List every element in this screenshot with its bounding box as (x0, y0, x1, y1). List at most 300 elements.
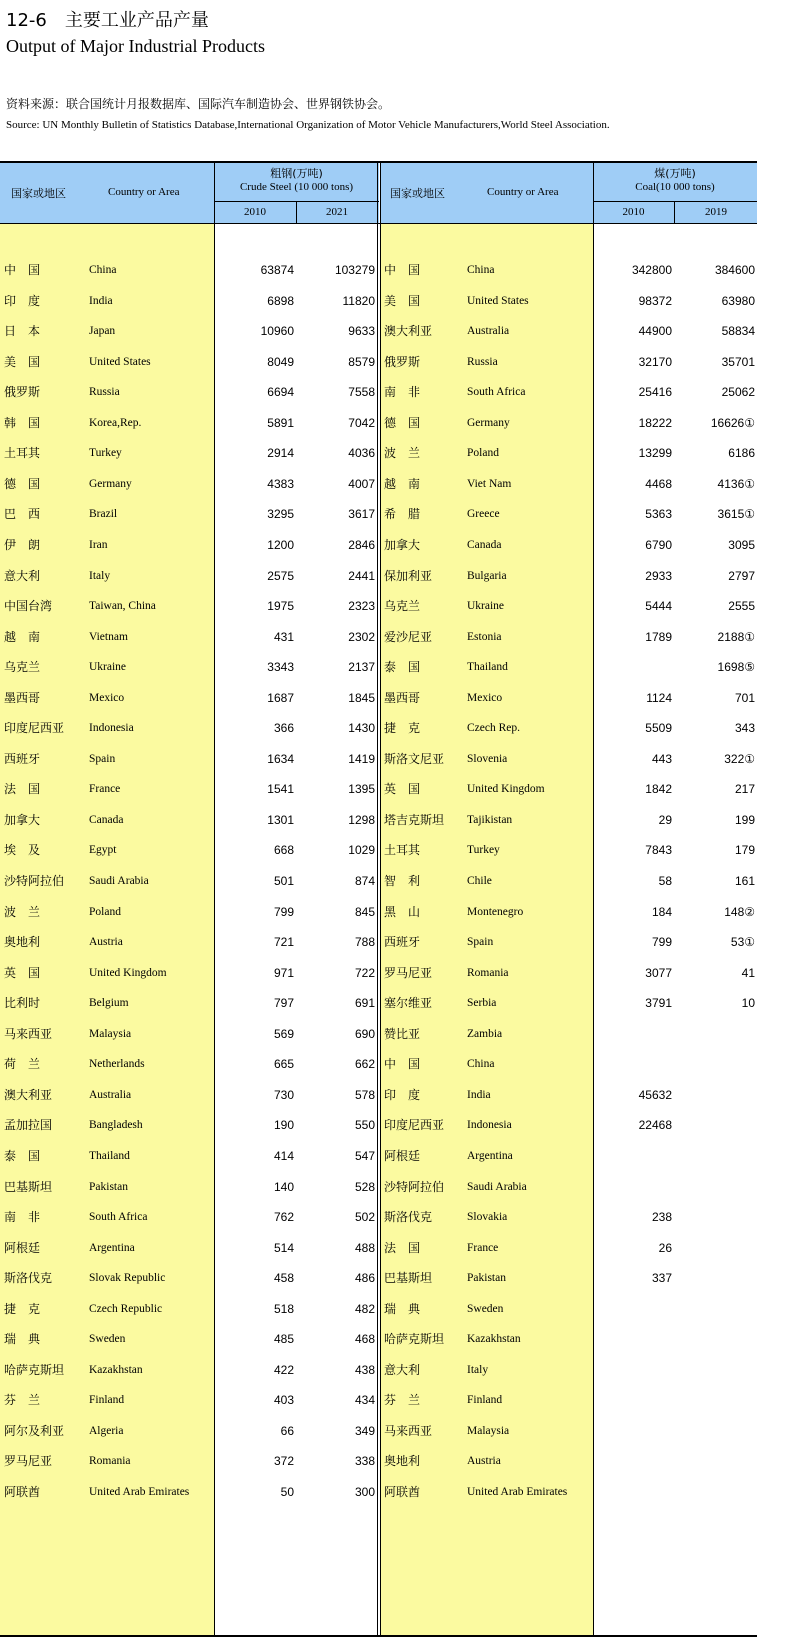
left-value-2010: 372 (273, 1454, 294, 1469)
left-country-en: Malaysia (89, 1027, 132, 1040)
table-row (0, 1446, 757, 1476)
right-value-2010 (593, 1446, 672, 1476)
right-country-en: China (467, 264, 495, 276)
right-country-cn: 阿联酋 (384, 1485, 421, 1499)
right-value-2010: 342800 (631, 263, 672, 277)
left-value-2021: 691 (354, 996, 375, 1011)
left-value-2010: 140 (273, 1179, 294, 1194)
left-country-en: Saudi Arabia (89, 875, 149, 887)
right-country-en: France (467, 1241, 499, 1254)
right-value-2019: 4136① (717, 476, 755, 491)
left-value-2021: 7558 (348, 385, 375, 400)
left-country-en: Argentina (89, 1241, 135, 1254)
right-country-cn: 西班牙 (384, 935, 421, 950)
right-value-2019: 16626① (710, 415, 755, 430)
left-country-en: Brazil (89, 508, 118, 521)
left-value-2010: 458 (273, 1271, 294, 1286)
left-country-en: United Kingdom (89, 966, 167, 979)
right-value-2010: 25416 (638, 385, 672, 400)
right-country-en: Turkey (467, 844, 500, 857)
table-row (0, 1233, 757, 1263)
left-country-en: Austria (89, 936, 123, 949)
left-country-en: Korea,Rep. (89, 416, 142, 429)
right-country-en: India (467, 1088, 491, 1101)
right-value-2010 (593, 1385, 672, 1415)
left-country-cn: 孟加拉国 (4, 1118, 53, 1133)
left-country-cn: 波 兰 (4, 904, 41, 919)
left-value-2010: 569 (273, 1026, 294, 1041)
left-value-2021: 547 (354, 1148, 375, 1163)
right-country-en: Finland (467, 1394, 503, 1407)
left-country-cn: 哈萨克斯坦 (4, 1362, 65, 1377)
right-value-2010: 7843 (645, 843, 672, 858)
left-country-en: Finland (89, 1394, 125, 1407)
right-value-2010: 443 (651, 751, 672, 766)
left-country-en: Japan (89, 325, 116, 338)
left-country-en: India (89, 294, 113, 307)
left-value-2021: 2441 (348, 568, 375, 583)
right-country-en: Mexico (467, 691, 503, 704)
left-value-2021: 1029 (348, 843, 375, 858)
right-country-cn: 阿根廷 (384, 1148, 421, 1163)
right-value-2019: 58834 (721, 324, 755, 339)
right-value-2019: 2797 (728, 568, 755, 583)
right-country-cn: 英 国 (384, 782, 421, 797)
left-value-2021: 502 (354, 1210, 375, 1225)
table-row (0, 499, 757, 529)
left-country-cn: 韩 国 (4, 415, 41, 430)
right-country-cn: 意大利 (384, 1362, 421, 1377)
table-row (0, 1049, 757, 1079)
right-country-cn: 法 国 (384, 1240, 421, 1255)
right-country-cn: 澳大利亚 (384, 324, 433, 339)
header-group-en-left: Crude Steel (10 000 tons) (239, 181, 354, 193)
left-country-cn: 墨西哥 (4, 690, 41, 705)
right-country-cn: 沙特阿拉伯 (384, 1179, 445, 1194)
right-country-cn: 智 利 (384, 874, 421, 888)
left-country-en: Netherlands (89, 1058, 145, 1071)
right-value-2019: 148② (724, 904, 755, 919)
table-row (0, 469, 757, 499)
right-country-en: Romania (467, 966, 509, 979)
left-country-en: Canada (89, 813, 124, 826)
left-value-2021: 486 (354, 1271, 375, 1286)
left-value-2010: 403 (273, 1393, 294, 1408)
right-value-2019 (675, 1416, 755, 1446)
right-country-cn: 斯洛文尼亚 (384, 751, 445, 766)
left-value-2021: 1419 (348, 751, 375, 766)
left-country-cn: 巴基斯坦 (4, 1179, 53, 1194)
data-table (0, 161, 757, 1637)
right-value-2010 (593, 1049, 672, 1079)
right-country-cn: 波 兰 (384, 446, 421, 461)
left-value-2010: 366 (273, 721, 294, 736)
table-row (0, 1141, 757, 1171)
right-value-2010: 13299 (638, 446, 672, 461)
right-country-en: China (467, 1058, 495, 1071)
header-country-cn-right: 国家或地区 (390, 187, 445, 200)
table-row (0, 622, 757, 652)
left-value-2010: 1541 (267, 782, 294, 797)
right-value-2010 (593, 1324, 672, 1354)
left-value-2010: 1200 (267, 537, 294, 552)
left-value-2010: 514 (273, 1240, 294, 1255)
right-country-en: Viet Nam (467, 477, 512, 490)
right-value-2019: 53① (730, 935, 755, 950)
table-row (0, 683, 757, 713)
header-year-right-2: 2019 (705, 206, 727, 218)
right-value-2019 (675, 1355, 755, 1385)
left-country-en: Germany (89, 477, 132, 490)
table-row (0, 744, 757, 774)
table-row (0, 1477, 757, 1507)
header-country-cn-left: 国家或地区 (11, 187, 66, 200)
right-value-2019: 2555 (728, 599, 755, 614)
left-value-2010: 485 (273, 1332, 294, 1347)
right-value-2010 (593, 1019, 672, 1049)
left-country-cn: 日 本 (4, 324, 41, 339)
right-country-cn: 爱沙尼亚 (384, 629, 433, 644)
left-value-2010: 5891 (267, 415, 294, 430)
right-country-cn: 俄罗斯 (384, 354, 421, 369)
source-note-en: Source: UN Monthly Bulletin of Statistics Database,International Organization of Motor Vehicle Manufacturers,World Steel Association. (6, 119, 610, 131)
table-title-en: Output of Major Industrial Products (6, 36, 265, 56)
right-country-en: Slovakia (467, 1211, 508, 1224)
right-country-cn: 瑞 典 (384, 1301, 421, 1316)
right-value-2010 (593, 1355, 672, 1385)
right-value-2019 (675, 1263, 755, 1293)
left-value-2010: 431 (273, 629, 294, 644)
right-country-cn: 捷 克 (384, 721, 421, 736)
right-value-2010: 45632 (638, 1087, 672, 1102)
right-value-2010: 3791 (645, 996, 672, 1011)
table-row (0, 1202, 757, 1232)
left-country-cn: 阿尔及利亚 (4, 1423, 65, 1438)
table-row (0, 805, 757, 835)
left-country-cn: 伊 朗 (4, 537, 41, 552)
left-value-2021: 528 (354, 1179, 375, 1194)
left-value-2021: 11820 (342, 293, 375, 308)
left-value-2010: 190 (273, 1118, 294, 1133)
left-country-en: United Arab Emirates (89, 1486, 190, 1498)
table-row (0, 866, 757, 896)
left-value-2021: 845 (354, 904, 375, 919)
left-country-en: Vietnam (89, 630, 128, 643)
right-country-en: Argentina (467, 1149, 513, 1162)
right-country-en: United Arab Emirates (467, 1486, 568, 1498)
table-row (0, 897, 757, 927)
right-value-2010 (593, 1294, 672, 1324)
right-value-2010: 58 (658, 874, 672, 888)
right-value-2019 (675, 1141, 755, 1171)
right-country-cn: 土耳其 (384, 843, 421, 858)
table-row (0, 1294, 757, 1324)
right-country-en: Montenegro (467, 905, 524, 918)
table-row (0, 927, 757, 957)
left-value-2021: 578 (354, 1087, 375, 1102)
left-country-cn: 阿根廷 (4, 1240, 41, 1255)
right-value-2019 (675, 1233, 755, 1263)
left-country-cn: 英 国 (4, 965, 41, 980)
left-value-2021: 2302 (348, 629, 375, 644)
right-country-en: Poland (467, 447, 499, 460)
right-value-2019: 322① (724, 751, 755, 766)
table-row (0, 530, 757, 560)
left-country-cn: 越 南 (4, 629, 41, 644)
right-value-2010 (593, 652, 672, 682)
right-country-cn: 印度尼西亚 (384, 1118, 445, 1133)
right-country-en: United Kingdom (467, 783, 545, 796)
right-country-en: United States (467, 294, 529, 307)
left-value-2021: 4007 (348, 476, 375, 491)
right-value-2010: 3077 (645, 965, 672, 980)
left-country-en: Spain (89, 752, 116, 765)
table-row (0, 1263, 757, 1293)
right-country-en: Estonia (467, 630, 502, 643)
left-country-en: Slovak Republic (89, 1272, 166, 1285)
right-country-cn: 赞比亚 (384, 1026, 421, 1041)
left-value-2010: 665 (273, 1057, 294, 1072)
right-country-cn: 黑 山 (384, 904, 421, 919)
right-value-2010: 26 (658, 1240, 672, 1255)
right-value-2019: 6186 (728, 446, 755, 461)
right-value-2010: 337 (651, 1271, 672, 1286)
left-value-2021: 7042 (348, 415, 375, 430)
left-value-2010: 668 (273, 843, 294, 858)
left-value-2021: 550 (354, 1118, 375, 1133)
left-value-2010: 6694 (267, 385, 294, 400)
right-country-en: South Africa (467, 386, 526, 399)
left-country-en: Bangladesh (89, 1119, 143, 1132)
left-country-en: Italy (89, 569, 111, 582)
right-country-cn: 乌克兰 (384, 599, 421, 614)
header-country-en-right: Country or Area (487, 186, 559, 198)
right-country-en: Serbia (467, 997, 497, 1010)
left-value-2010: 6898 (267, 293, 294, 308)
left-country-cn: 西班牙 (4, 751, 41, 766)
left-value-2010: 422 (273, 1362, 294, 1377)
left-country-en: Sweden (89, 1333, 126, 1346)
left-value-2021: 438 (354, 1362, 375, 1377)
header-year-right-1: 2010 (622, 206, 645, 218)
right-country-cn: 中 国 (384, 263, 421, 277)
left-country-cn: 巴 西 (4, 507, 41, 522)
table-row (0, 835, 757, 865)
left-value-2021: 349 (354, 1423, 375, 1438)
left-country-en: Egypt (89, 844, 117, 857)
right-value-2010: 5363 (645, 507, 672, 522)
right-value-2010: 1124 (646, 690, 672, 705)
right-country-cn: 德 国 (384, 415, 421, 430)
header-year-left-2: 2021 (326, 206, 348, 218)
right-value-2019 (675, 1049, 755, 1079)
left-country-en: Kazakhstan (89, 1363, 143, 1376)
header-group-cn-right: 煤(万吨) (654, 167, 696, 180)
table-row (0, 1355, 757, 1385)
left-value-2021: 482 (354, 1301, 375, 1316)
right-value-2019 (675, 1446, 755, 1476)
left-country-cn: 意大利 (4, 568, 41, 583)
left-country-en: Thailand (89, 1149, 130, 1162)
right-value-2010: 6790 (645, 537, 672, 552)
table-row (0, 377, 757, 407)
right-value-2019 (675, 1202, 755, 1232)
left-value-2010: 3343 (267, 660, 294, 675)
right-country-cn: 奥地利 (384, 1454, 421, 1469)
table-row (0, 255, 757, 285)
left-value-2010: 10960 (260, 324, 294, 339)
right-country-cn: 塔吉克斯坦 (384, 812, 445, 827)
right-country-en: Ukraine (467, 600, 505, 613)
right-value-2019: 1698⑤ (717, 660, 755, 675)
rule-right-sub (593, 201, 757, 202)
left-value-2010: 797 (273, 996, 294, 1011)
right-country-en: Australia (467, 325, 510, 338)
left-value-2010: 501 (273, 874, 294, 888)
right-country-cn: 美 国 (384, 293, 421, 308)
right-value-2019: 41 (741, 965, 755, 980)
table-number-title-cn: 12-6 主要工业产品产量 (6, 10, 209, 31)
left-country-en: Ukraine (89, 661, 127, 674)
left-country-en: Algeria (89, 1424, 124, 1437)
left-value-2021: 103279 (334, 263, 375, 277)
right-value-2019: 25062 (721, 385, 755, 400)
left-value-2021: 1298 (348, 812, 375, 827)
right-country-cn: 希 腊 (384, 507, 421, 522)
right-country-cn: 哈萨克斯坦 (384, 1332, 445, 1347)
right-value-2010: 32170 (638, 354, 672, 369)
table-row (0, 316, 757, 346)
right-value-2019 (675, 1080, 755, 1110)
table-row (0, 1110, 757, 1140)
left-country-en: Turkey (89, 447, 122, 460)
right-value-2010 (593, 1172, 672, 1202)
left-value-2010: 1975 (267, 599, 294, 614)
right-value-2010: 184 (651, 904, 672, 919)
header-year-left-1: 2010 (244, 206, 266, 218)
left-value-2010: 799 (273, 904, 294, 919)
right-country-cn: 斯洛伐克 (384, 1210, 433, 1225)
left-country-cn: 德 国 (4, 476, 41, 491)
right-country-en: Chile (467, 875, 492, 887)
right-country-en: Slovenia (467, 752, 508, 765)
table-row (0, 286, 757, 316)
left-country-cn: 土耳其 (4, 446, 41, 461)
left-value-2010: 971 (273, 965, 294, 980)
left-value-2021: 1845 (348, 690, 375, 705)
right-country-en: Malaysia (467, 1424, 510, 1437)
right-value-2010: 1789 (645, 629, 672, 644)
table-row (0, 988, 757, 1018)
right-value-2010: 5509 (645, 721, 672, 736)
right-value-2019: 35701 (721, 354, 755, 369)
left-country-en: Pakistan (89, 1180, 128, 1193)
right-country-cn: 罗马尼亚 (384, 965, 433, 980)
right-country-cn: 巴基斯坦 (384, 1271, 433, 1286)
left-value-2010: 66 (280, 1423, 294, 1438)
right-value-2010 (593, 1477, 672, 1507)
left-value-2010: 3295 (267, 507, 294, 522)
right-value-2019 (675, 1019, 755, 1049)
right-country-en: Saudi Arabia (467, 1180, 527, 1193)
right-country-cn: 加拿大 (384, 537, 421, 552)
header-country-en-left: Country or Area (108, 186, 180, 198)
right-value-2010: 5444 (645, 599, 672, 614)
left-country-cn: 中国台湾 (4, 599, 53, 614)
left-value-2021: 1395 (348, 782, 375, 797)
left-value-2021: 8579 (348, 354, 375, 369)
right-country-cn: 保加利亚 (384, 568, 433, 583)
left-value-2021: 788 (354, 935, 375, 950)
right-value-2019: 217 (734, 782, 755, 797)
right-country-en: Greece (467, 508, 500, 521)
left-value-2010: 2914 (267, 446, 294, 461)
table-row (0, 652, 757, 682)
table-row (0, 1172, 757, 1202)
right-value-2019 (675, 1324, 755, 1354)
table-row (0, 408, 757, 438)
left-country-cn: 美 国 (4, 354, 41, 369)
right-country-cn: 越 南 (384, 476, 421, 491)
table-row (0, 1385, 757, 1415)
left-country-cn: 捷 克 (4, 1301, 41, 1316)
left-value-2021: 468 (354, 1332, 375, 1347)
right-country-cn: 印 度 (384, 1087, 421, 1102)
left-value-2021: 662 (354, 1057, 375, 1072)
left-value-2010: 1634 (267, 751, 294, 766)
left-country-cn: 芬 兰 (4, 1393, 41, 1408)
left-country-cn: 瑞 典 (4, 1332, 41, 1347)
left-country-cn: 加拿大 (4, 812, 41, 827)
left-value-2021: 874 (354, 874, 375, 888)
left-value-2010: 721 (273, 935, 294, 950)
right-country-en: Austria (467, 1455, 501, 1468)
right-country-cn: 南 非 (384, 385, 421, 400)
table-row (0, 713, 757, 743)
left-value-2010: 4383 (267, 476, 294, 491)
left-value-2010: 8049 (267, 354, 294, 369)
left-country-cn: 法 国 (4, 782, 41, 797)
right-value-2019: 701 (734, 690, 755, 705)
left-country-en: Romania (89, 1455, 131, 1468)
right-value-2010 (593, 1141, 672, 1171)
right-value-2010: 18222 (638, 415, 672, 430)
source-note-cn: 资料来源：联合国统计月报数据库、国际汽车制造协会、世界钢铁协会。 (6, 97, 391, 111)
rule-header-bottom (0, 223, 757, 224)
table-row (0, 1019, 757, 1049)
left-country-en: Taiwan, China (89, 600, 156, 613)
left-country-cn: 斯洛伐克 (4, 1271, 53, 1286)
right-country-en: Italy (467, 1363, 489, 1376)
right-value-2019 (675, 1385, 755, 1415)
left-value-2021: 3617 (348, 507, 375, 522)
table-row (0, 958, 757, 988)
left-country-cn: 荷 兰 (4, 1057, 41, 1072)
left-value-2021: 434 (354, 1393, 375, 1408)
left-value-2021: 2846 (348, 537, 375, 552)
table-row (0, 591, 757, 621)
left-country-en: Czech Republic (89, 1302, 163, 1315)
left-value-2021: 2323 (348, 599, 375, 614)
right-value-2019: 63980 (721, 293, 755, 308)
left-value-2021: 2137 (348, 660, 375, 675)
left-country-cn: 比利时 (4, 996, 41, 1011)
left-country-cn: 埃 及 (4, 843, 41, 858)
left-country-cn: 乌克兰 (4, 660, 41, 675)
left-value-2021: 488 (354, 1240, 375, 1255)
left-value-2010: 518 (273, 1301, 294, 1316)
rule-top (0, 161, 757, 163)
